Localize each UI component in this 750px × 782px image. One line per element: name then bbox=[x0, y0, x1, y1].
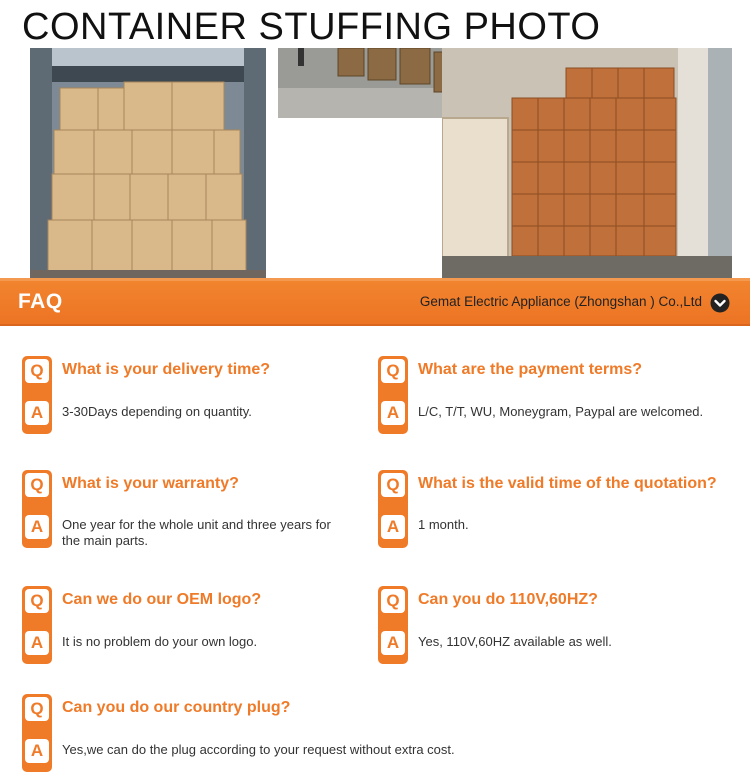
question-badge: Q bbox=[25, 589, 49, 613]
container-photo-right bbox=[442, 48, 732, 278]
container-photo-left bbox=[30, 48, 266, 278]
answer-badge: A bbox=[25, 515, 49, 539]
faq-question: What is your warranty? bbox=[62, 475, 239, 492]
chevron-down-icon[interactable] bbox=[710, 293, 730, 313]
faq-title: FAQ bbox=[18, 290, 63, 313]
faq-answer: 3-30Days depending on quantity. bbox=[62, 404, 252, 419]
faq-answer: Yes,we can do the plug according to your request without extra cost. bbox=[62, 742, 455, 757]
question-badge: Q bbox=[381, 359, 405, 383]
faq-answer: It is no problem do your own logo. bbox=[62, 634, 258, 649]
faq-answer: L/C, T/T, WU, Moneygram, Paypal are welcomed. bbox=[418, 404, 704, 419]
company-name: Gemat Electric Appliance (Zhongshan ) Co.,Ltd bbox=[419, 294, 702, 309]
faq-answer: Yes, 110V,60HZ available as well. bbox=[418, 634, 612, 649]
answer-badge: A bbox=[381, 401, 405, 425]
faq-question: What are the payment terms? bbox=[418, 361, 643, 378]
question-badge: Q bbox=[381, 589, 405, 613]
answer-badge: A bbox=[25, 739, 49, 763]
faq-question: Can we do our OEM logo? bbox=[62, 591, 262, 608]
faq-question: Can you do 110V,60HZ? bbox=[418, 591, 598, 608]
faq-header-bar bbox=[0, 278, 750, 326]
question-badge: Q bbox=[25, 359, 49, 383]
answer-badge: A bbox=[381, 515, 405, 539]
page-title: CONTAINER STUFFING PHOTO bbox=[22, 6, 601, 48]
answer-badge: A bbox=[25, 631, 49, 655]
question-badge: Q bbox=[381, 473, 405, 497]
answer-badge: A bbox=[25, 401, 49, 425]
faq-answer: 1 month. bbox=[418, 517, 469, 532]
question-badge: Q bbox=[25, 697, 49, 721]
faq-answer: One year for the whole unit and three years for the main parts. bbox=[62, 517, 331, 548]
question-badge: Q bbox=[25, 473, 49, 497]
faq-question: What is the valid time of the quotation? bbox=[418, 475, 717, 492]
faq-question: Can you do our country plug? bbox=[62, 699, 291, 716]
answer-badge: A bbox=[381, 631, 405, 655]
faq-question: What is your delivery time? bbox=[62, 361, 271, 378]
